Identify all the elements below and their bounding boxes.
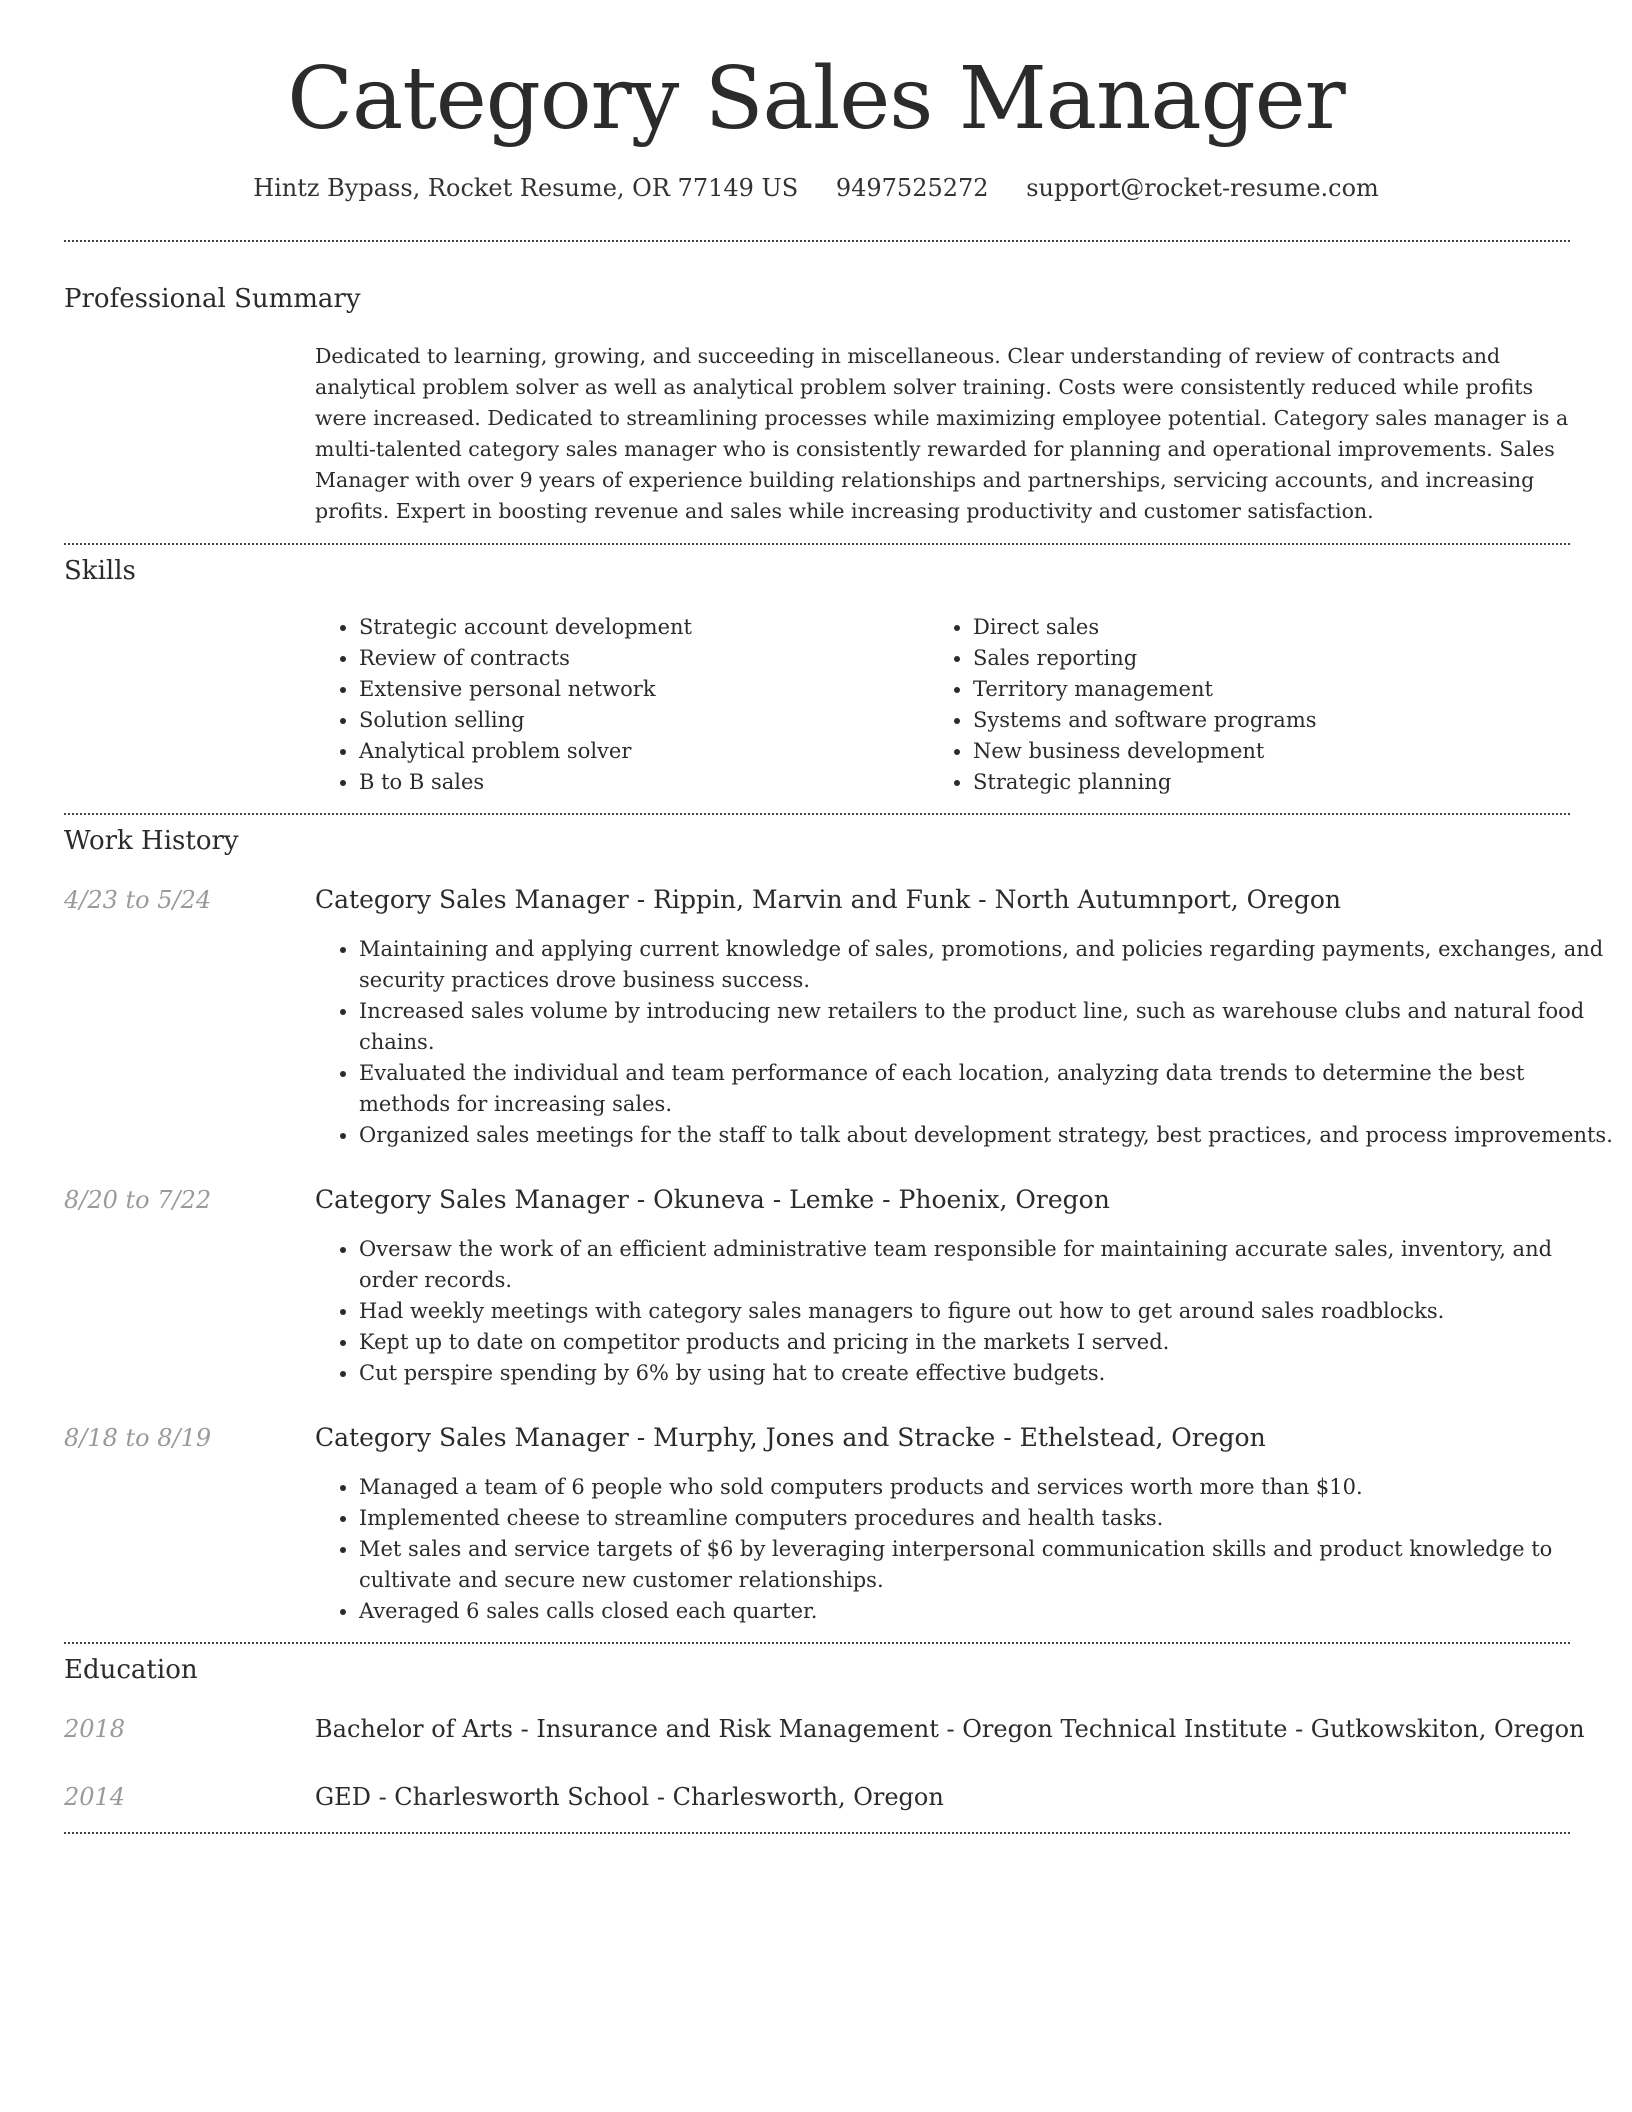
education-heading-line: Bachelor of Arts - Insurance and Risk Management - Oregon Technical Institute - Gutkowskiton, Oregon bbox=[315, 1715, 1585, 1743]
skill-item: • New business development bbox=[973, 736, 1317, 767]
skill-item: • Extensive personal network bbox=[359, 674, 692, 705]
skill-item: • Strategic planning bbox=[973, 767, 1317, 798]
resume-name: Category Sales Manager bbox=[287, 49, 1345, 149]
job-bullet: • Maintaining and applying current knowledge of sales, promotions, and policies regarding payments, exchanges, and security practices drove business success. bbox=[359, 934, 1614, 996]
skills-heading: Skills bbox=[64, 556, 136, 586]
job-bullet: • Cut perspire spending by 6% by using hat to create effective budgets. bbox=[359, 1358, 1614, 1389]
section-divider bbox=[64, 813, 1570, 815]
skill-item: • Strategic account development bbox=[359, 612, 692, 643]
skill-item: • B to B sales bbox=[359, 767, 692, 798]
skills-list-left bbox=[315, 612, 692, 798]
job-bullet: • Met sales and service targets of $6 by leveraging interpersonal communication skills and product knowledge to cultivate and secure new customer relationships. bbox=[359, 1534, 1614, 1596]
section-divider bbox=[64, 1832, 1570, 1834]
skill-item: • Territory management bbox=[973, 674, 1317, 705]
contact-phone: 9497525272 bbox=[835, 174, 989, 202]
section-divider bbox=[64, 543, 1570, 545]
job-bullets bbox=[315, 1472, 1614, 1627]
job-bullet: • Kept up to date on competitor products and pricing in the markets I served. bbox=[359, 1327, 1614, 1358]
skill-item: • Review of contracts bbox=[359, 643, 692, 674]
job-dates: 8/20 to 7/22 bbox=[64, 1186, 212, 1214]
skill-item: • Sales reporting bbox=[973, 643, 1317, 674]
job-bullet: • Organized sales meetings for the staff to talk about development strategy, best practices, and process improvements. bbox=[359, 1120, 1614, 1151]
job-heading: Category Sales Manager - Okuneva - Lemke - Phoenix, Oregon bbox=[315, 1185, 1110, 1214]
education-heading: Education bbox=[64, 1655, 198, 1685]
summary-heading: Professional Summary bbox=[64, 284, 361, 314]
skill-item: • Solution selling bbox=[359, 705, 692, 736]
contact-address: Hintz Bypass, Rocket Resume, OR 77149 US bbox=[253, 174, 799, 202]
job-bullets bbox=[315, 1234, 1614, 1389]
job-bullet: • Implemented cheese to streamline computers procedures and health tasks. bbox=[359, 1503, 1614, 1534]
job-bullet: • Increased sales volume by introducing new retailers to the product line, such as warehouse clubs and natural food chains. bbox=[359, 996, 1614, 1058]
education-year: 2014 bbox=[64, 1783, 126, 1811]
education-year: 2018 bbox=[64, 1715, 126, 1743]
skill-item: • Direct sales bbox=[973, 612, 1317, 643]
skills-list-right bbox=[929, 612, 1317, 798]
section-divider bbox=[64, 1642, 1570, 1644]
job-bullet: • Oversaw the work of an efficient administrative team responsible for maintaining accurate sales, inventory, and order records. bbox=[359, 1234, 1614, 1296]
contact-email: support@rocket-resume.com bbox=[1026, 174, 1379, 202]
job-bullet: • Had weekly meetings with category sales managers to figure out how to get around sales roadblocks. bbox=[359, 1296, 1614, 1327]
summary-text: Dedicated to learning, growing, and succeeding in miscellaneous. Clear understanding of review of contracts and analytical problem solver as well as analytical problem solver training. Costs were consistently reduced while profits were increased. Dedicated to streamlining processes while maximizing employee potential. Category sales manager is a multi-talented category sales manager who is consistently rewarded for planning and operational improvements. Sales Manager with over 9 years of experience building relationships and partnerships, servicing accounts, and increasing profits. Expert in boosting revenue and sales while increasing productivity and customer satisfaction. bbox=[315, 344, 1569, 523]
job-bullet: • Averaged 6 sales calls closed each quarter. bbox=[359, 1596, 1614, 1627]
section-divider bbox=[64, 240, 1570, 242]
job-heading: Category Sales Manager - Murphy, Jones and Stracke - Ethelstead, Oregon bbox=[315, 1423, 1266, 1452]
skill-item: • Analytical problem solver bbox=[359, 736, 692, 767]
job-heading: Category Sales Manager - Rippin, Marvin and Funk - North Autumnport, Oregon bbox=[315, 885, 1342, 914]
job-dates: 4/23 to 5/24 bbox=[64, 886, 212, 914]
job-bullets bbox=[315, 934, 1614, 1151]
job-bullet: • Evaluated the individual and team performance of each location, analyzing data trends to determine the best methods for increasing sales. bbox=[359, 1058, 1614, 1120]
education-heading-line: GED - Charlesworth School - Charlesworth, Oregon bbox=[315, 1783, 944, 1811]
skill-item: • Systems and software programs bbox=[973, 705, 1317, 736]
job-bullet: • Managed a team of 6 people who sold computers products and services worth more than $10. bbox=[359, 1472, 1614, 1503]
job-dates: 8/18 to 8/19 bbox=[64, 1424, 212, 1452]
contact-line bbox=[0, 168, 1632, 208]
work-history-heading: Work History bbox=[64, 826, 239, 856]
